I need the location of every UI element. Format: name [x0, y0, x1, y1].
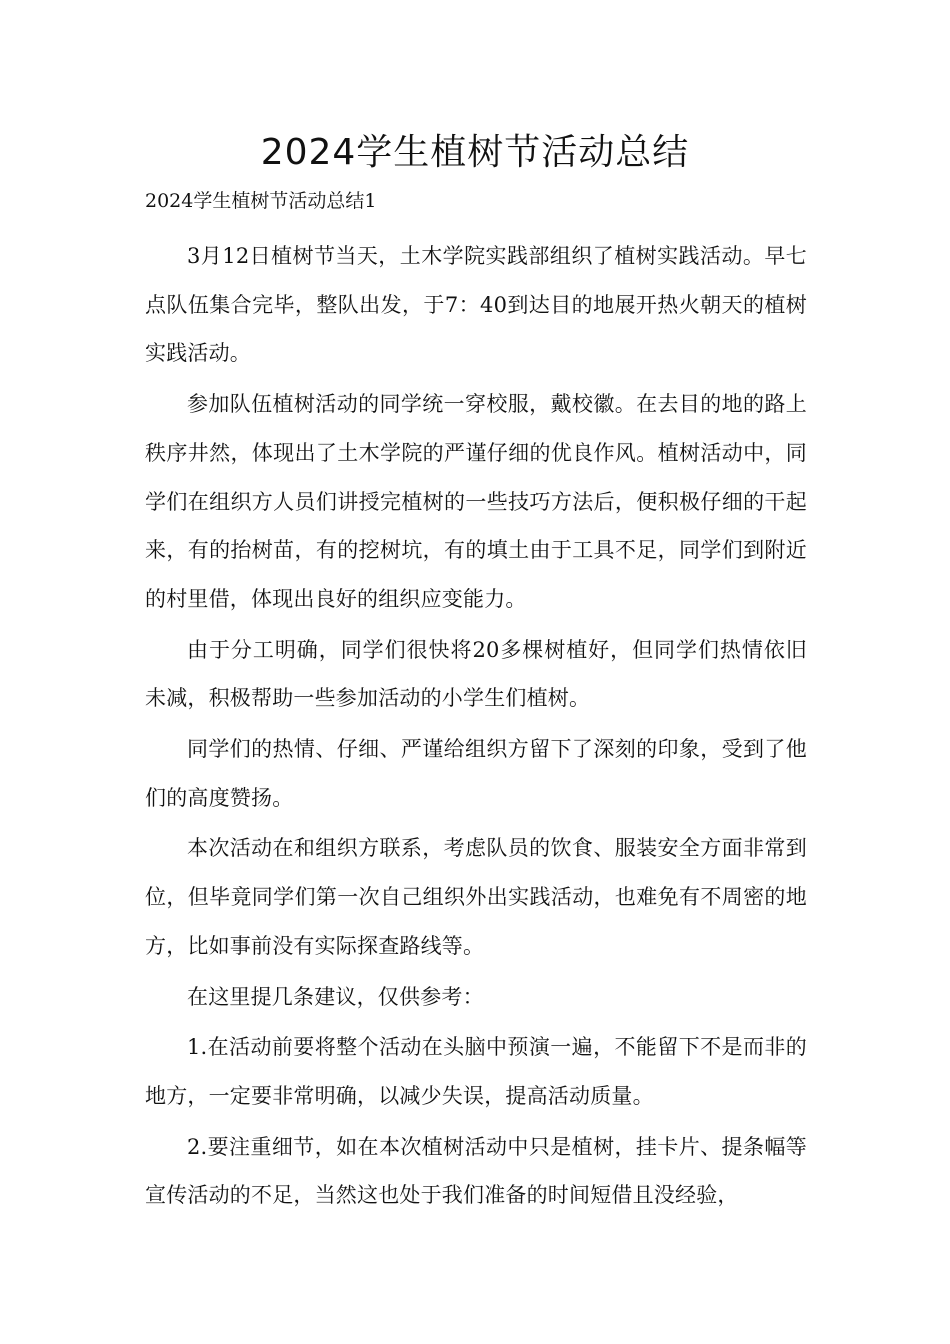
paragraph: 2.要注重细节，如在本次植树活动中只是植树，挂卡片、提条幅等宣传活动的不足，当然这也处于我们准备的时间短借且没经验， [145, 1134, 807, 1208]
document-body [145, 232, 807, 1222]
paragraph: 3月12日植树节当天，土木学院实践部组织了植树实践活动。早七点队伍集合完毕，整队出发，于7：40到达目的地展开热火朝天的植树实践活动。 [145, 244, 807, 366]
paragraph: 本次活动在和组织方联系，考虑队员的饮食、服装安全方面非常到位，但毕竟同学们第一次自己组织外出实践活动，也难免有不周密的地方，比如事前没有实际探查路线等。 [145, 836, 807, 958]
paragraph: 同学们的热情、仔细、严谨给组织方留下了深刻的印象，受到了他们的高度赞扬。 [145, 737, 807, 810]
paragraph: 由于分工明确，同学们很快将20多棵树植好，但同学们热情依旧未减，积极帮助一些参加活动的小学生们植树。 [145, 637, 807, 711]
paragraph: 在这里提几条建议，仅供参考： [187, 984, 484, 1009]
paragraph: 1.在活动前要将整个活动在头脑中预演一遍，不能留下不是而非的地方，一定要非常明确，以减少失误，提高活动质量。 [145, 1035, 807, 1108]
document-subtitle: 2024学生植树节活动总结1 [145, 190, 377, 212]
paragraph: 参加队伍植树活动的同学统一穿校服，戴校徽。在去目的地的路上秩序井然，体现出了土木学院的严谨仔细的优良作风。植树活动中，同学们在组织方人员们讲授完植树的一些技巧方法后，便积极仔细的干起来，有的抬树苗，有的挖树坑，有的填土由于工具不足，同学们到附近的村里借，体现出良好的组织应变能力。 [145, 392, 807, 611]
document-title: 2024学生植树节活动总结 [260, 132, 690, 173]
